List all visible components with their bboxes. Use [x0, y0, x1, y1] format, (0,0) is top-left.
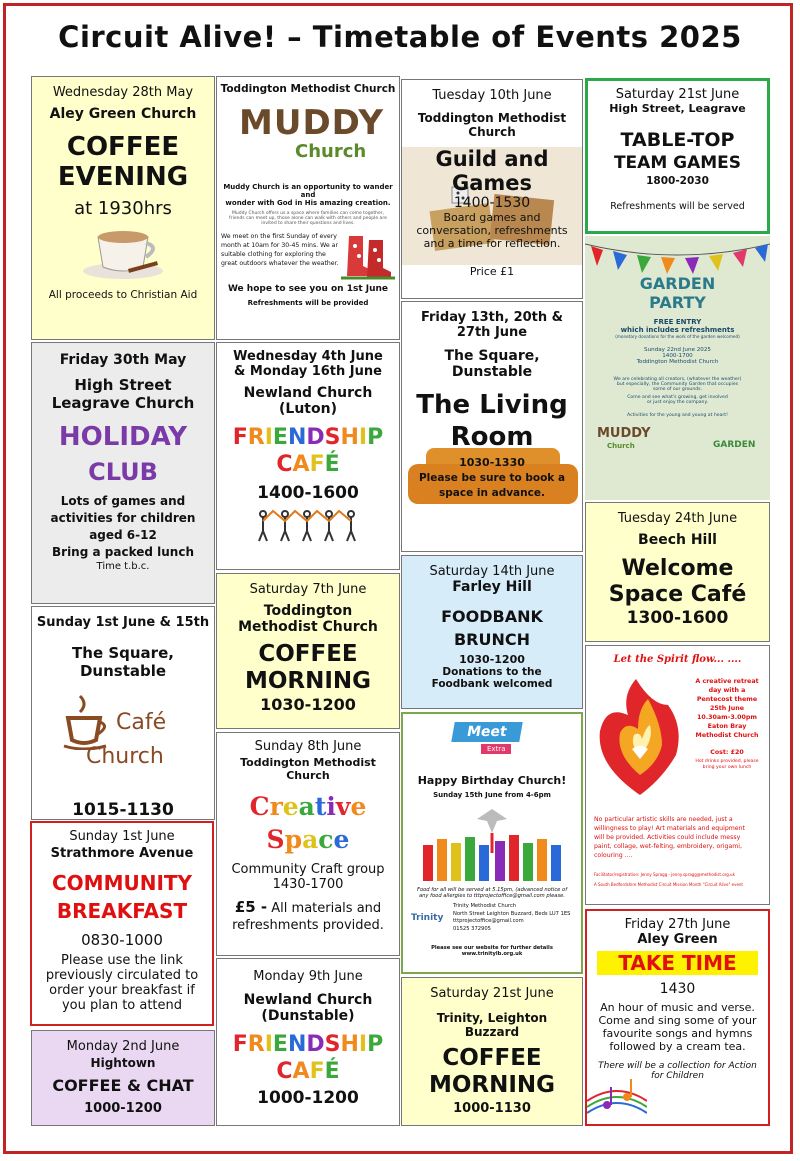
- event-title-1: COFFEE: [66, 132, 180, 162]
- event-detail: An hour of music and verse.: [600, 1001, 755, 1014]
- event-detail: aged 6-12: [89, 528, 157, 542]
- event-detail: month at 10am for 30-45 mins. We ar: [221, 242, 339, 249]
- event-detail: Toddington Methodist Church: [636, 359, 719, 365]
- event-venue: Hightown: [90, 1056, 156, 1070]
- event-community-breakfast: [30, 821, 214, 1026]
- event-title-1: TABLE-TOP: [620, 129, 735, 151]
- event-time: 1000-1200: [84, 1101, 162, 1116]
- music-notes-icon: [587, 1061, 647, 1125]
- event-muddy-church: [216, 76, 400, 340]
- event-title-1: Welcome: [621, 556, 734, 581]
- event-title-1: FRIENDSHIP: [232, 1032, 384, 1057]
- event-time: 1800-2030: [646, 175, 709, 187]
- event-detail: Please use the link: [61, 953, 183, 968]
- event-title-2: TEAM GAMES: [613, 153, 742, 173]
- bunting-icon: [585, 236, 770, 276]
- event-time: 1030-1200: [260, 695, 356, 714]
- coffee-cup-icon: [78, 219, 168, 281]
- event-coffee-evening: [31, 76, 215, 340]
- event-venue-1: Toddington Methodist: [417, 111, 567, 125]
- event-detail: Lots of games and: [60, 494, 186, 508]
- event-venue-1: Newland Church: [243, 385, 373, 401]
- page-title: Circuit Alive! – Timetable of Events 2025: [58, 20, 742, 54]
- event-title-2: Games: [451, 171, 533, 195]
- event-friendship-cafe-luton: [216, 342, 400, 570]
- event-detail: great outdoors whatever the weather.: [221, 260, 339, 267]
- logo-text-1: MUDDY: [239, 103, 385, 143]
- event-title: Happy Birthday Church!: [417, 774, 567, 787]
- event-detail: We meet on the first Sunday of every: [221, 233, 337, 240]
- event-detail: Please be sure to book a: [418, 472, 566, 484]
- event-coffee-morning-toddington: [216, 573, 400, 729]
- event-date: Saturday 21st June: [615, 87, 740, 102]
- event-detail: but especially, the Community Garden that occupies: [616, 382, 739, 387]
- retreat-detail: Hot drinks provided, please: [695, 759, 759, 764]
- event-venue: Aley Green: [637, 932, 718, 947]
- event-venue-2: Dunstable: [79, 662, 167, 680]
- event-guild-and-games: [401, 79, 583, 299]
- event-friendship-cafe-dunstable: [216, 958, 400, 1126]
- flame-heart-icon: [592, 675, 688, 799]
- event-detail: some of our grounds.: [652, 387, 703, 392]
- event-venue-1: The Square,: [72, 644, 174, 662]
- event-time: 1400-1600: [257, 483, 359, 503]
- event-time: 1015-1130: [72, 800, 174, 820]
- event-detail: wonder with God in His amazing creation.: [225, 199, 391, 207]
- event-time: 1400-1530: [453, 195, 531, 211]
- event-detail: Time t.b.c.: [96, 561, 150, 572]
- event-detail: Muddy Church offers us a space where families can come together,: [232, 211, 384, 216]
- logo-text-2: Church: [295, 141, 367, 162]
- retreat-heading: Let the Spirit flow... ....: [613, 654, 742, 665]
- event-venue-2: Dunstable: [451, 364, 533, 380]
- event-detail: A South Bedfordshire Methodist Circuit Mission Month "Circuit Alive" event: [594, 882, 744, 887]
- event-note: Refreshments will be served: [610, 201, 745, 212]
- event-venue-2: Buzzard: [464, 1025, 520, 1039]
- event-venue-1: High Street: [74, 376, 172, 394]
- event-date-2: & Monday 16th June: [234, 364, 382, 379]
- event-detail: which includes refreshments: [620, 326, 735, 334]
- event-title-1: COMMUNITY: [51, 871, 193, 895]
- event-detail: favourite songs and hymns: [602, 1027, 753, 1040]
- event-title-2: CAFÉ: [276, 1059, 340, 1084]
- event-detail: Come and sing some of your: [598, 1014, 757, 1027]
- event-venue-2: Methodist Church: [238, 619, 378, 635]
- event-title: TAKE TIME: [597, 951, 758, 975]
- event-date: Sunday 1st June & 15th: [36, 615, 210, 630]
- event-venue-1: Toddington: [263, 603, 353, 619]
- event-detail: willingness to play! Art materials and equipment: [594, 825, 745, 832]
- event-cafe-church: [31, 606, 215, 820]
- muddy-church-logo: [217, 103, 399, 173]
- retreat-detail: 25th June: [709, 705, 745, 712]
- event-title-1: COFFEE: [258, 641, 358, 667]
- retreat-cost: Cost: £20: [710, 749, 744, 756]
- event-date: Wednesday 28th May: [52, 85, 194, 100]
- event-creative-space: [216, 732, 400, 956]
- event-title-1: FRIENDSHIP: [232, 425, 384, 450]
- event-venue-1: Newland Church: [243, 992, 373, 1008]
- event-title-2: MORNING: [244, 668, 372, 694]
- org-phone: 01525 372905: [453, 925, 491, 932]
- event-venue: Farley Hill: [452, 579, 532, 595]
- logo-text-1: Café: [116, 710, 167, 735]
- event-time: 1030-1200: [459, 653, 525, 666]
- event-venue: High Street, Leagrave: [609, 102, 746, 115]
- event-detail: Donations to the: [442, 666, 542, 678]
- board-games-image: [402, 147, 582, 265]
- muddy-logo-text: MUDDY: [597, 426, 651, 441]
- event-date: Tuesday 24th June: [617, 511, 738, 526]
- retreat-detail: Pentecost theme: [696, 696, 758, 703]
- community-garden-logo: GARDEN: [713, 440, 756, 450]
- party-title-2: PARTY: [649, 293, 706, 312]
- event-table-top-games: [585, 78, 770, 234]
- event-detail: Price £1: [469, 265, 515, 278]
- event-detail: Facilitator/registration: Jenny Spragg - jenny.spragg@methodist.org.uk: [594, 872, 735, 877]
- party-title-1: GARDEN: [639, 274, 716, 293]
- event-detail: (monetary donations for the work of the garden welcomed): [615, 334, 740, 339]
- event-date: Saturday 14th June: [429, 564, 555, 579]
- event-detail: paint, collage, wet-felting, embroidery, origami,: [594, 843, 742, 850]
- event-detail: Board games and: [443, 211, 541, 224]
- retreat-detail: 10.30am-3.00pm: [697, 714, 757, 721]
- event-detail: previously circulated to: [45, 968, 199, 983]
- event-detail: 1400-1700: [662, 353, 693, 359]
- event-detail: Bring a packed lunch: [52, 545, 194, 559]
- event-date-2: 27th June: [456, 325, 528, 340]
- event-time: 0830-1000: [81, 931, 163, 949]
- event-detail: Activities for the young and young at heart!: [627, 413, 728, 418]
- retreat-detail: day with a: [708, 687, 746, 694]
- event-title-2: Room: [450, 422, 534, 452]
- event-date-1: Wednesday 4th June: [233, 349, 383, 364]
- event-price: £5 -: [234, 898, 268, 916]
- event-venue-2: Church: [468, 125, 516, 139]
- event-title-1: Guild and: [435, 147, 549, 171]
- event-title-1: COFFEE: [442, 1045, 542, 1071]
- event-venue-2: Church: [286, 769, 330, 782]
- event-time: 1000-1130: [453, 1101, 531, 1116]
- event-venue-2: Leagrave Church: [51, 394, 195, 412]
- coffee-cup-icon: [62, 694, 112, 750]
- event-title-2: EVENING: [57, 162, 189, 192]
- event-time: Sunday 15th June from 4-6pm: [433, 791, 551, 799]
- event-date: Sunday 8th June: [254, 739, 362, 754]
- event-title-2: BRUNCH: [453, 630, 531, 649]
- event-time: 1030-1330: [459, 456, 525, 469]
- event-detail: order your breakfast if: [49, 983, 195, 998]
- event-note: All proceeds to Christian Aid: [48, 289, 198, 301]
- event-venue-2: (Luton): [279, 401, 337, 417]
- event-venue-1: Trinity, Leighton: [436, 1011, 548, 1025]
- event-title-2: BREAKFAST: [56, 899, 188, 923]
- event-detail: any food allergies to tttprojectoffice@gmail.com please.: [418, 893, 566, 899]
- retreat-detail: A creative retreat: [695, 678, 759, 685]
- event-detail: Refreshments will be provided: [247, 299, 369, 307]
- event-garden-party: [585, 236, 770, 500]
- event-detail: suitable clothing for exploring the: [221, 251, 326, 258]
- event-detail: space in advance.: [439, 487, 545, 499]
- event-foodbank-brunch: [401, 555, 583, 709]
- event-detail: activities for children: [50, 511, 196, 525]
- sofa-area: [402, 422, 582, 508]
- event-detail: for Children: [651, 1071, 704, 1081]
- raised-hands-icon: [417, 805, 567, 881]
- event-detail: Foodbank welcomed: [431, 678, 553, 690]
- event-welcome-space-cafe: [585, 502, 770, 642]
- event-coffee-chat: [31, 1030, 215, 1126]
- event-date: Sunday 1st June: [69, 829, 175, 844]
- event-detail: will be provided. Activities could include messy: [594, 834, 741, 841]
- event-detail: FREE ENTRY: [653, 318, 702, 326]
- cafe-church-logo: [32, 686, 214, 786]
- event-coffee-morning-trinity: [401, 977, 583, 1126]
- event-title-1: FOODBANK: [441, 607, 543, 626]
- event-detail: you plan to attend: [61, 998, 183, 1013]
- event-detail: No particular artistic skills are needed, just a: [594, 816, 733, 823]
- event-detail: Food for all will be served at 5.15pm, (advanced notice of: [416, 887, 568, 893]
- event-detail: All materials and: [267, 901, 382, 916]
- event-title-2: CLUB: [88, 458, 158, 486]
- event-detail: followed by a cream tea.: [609, 1040, 746, 1053]
- event-detail: and a time for reflection.: [423, 237, 561, 250]
- event-detail: refreshments provided.: [232, 918, 384, 933]
- event-detail: Community Craft group: [231, 862, 385, 877]
- event-venue: Aley Green Church: [49, 106, 197, 122]
- event-date: Monday 2nd June: [66, 1039, 180, 1054]
- event-take-time: [585, 909, 770, 1126]
- event-time: 1300-1600: [626, 608, 729, 628]
- event-date-1: Friday 13th, 20th &: [420, 310, 564, 325]
- retreat-detail: bring your own lunch: [702, 765, 752, 770]
- event-detail: We hope to see you on 1st June: [227, 284, 389, 294]
- event-detail: There will be a collection for Action: [598, 1061, 757, 1071]
- wellington-boots-icon: [341, 232, 395, 280]
- event-detail: or just enjoy the company.: [647, 400, 708, 405]
- event-time: 1430: [659, 981, 696, 997]
- event-detail: Sunday 22nd June 2025: [644, 347, 711, 353]
- event-title: COFFEE & CHAT: [52, 1076, 194, 1095]
- event-date: Tuesday 10th June: [432, 88, 552, 103]
- muddy-logo-subtext: Church: [607, 442, 635, 450]
- event-venue: Beech Hill: [638, 532, 717, 548]
- org-name: Trinity Methodist Church: [453, 903, 517, 909]
- event-let-the-spirit-flow: [585, 645, 770, 905]
- event-title-1: The Living: [416, 390, 568, 420]
- people-holding-hands-icon: [253, 509, 363, 543]
- logo-text-2: Space: [266, 825, 350, 854]
- banner-subtext: Extra: [481, 744, 511, 754]
- event-title-1: HOLIDAY: [58, 422, 188, 452]
- event-venue-1: Toddington Methodist: [240, 756, 376, 769]
- logo-text-1: Creative: [249, 792, 367, 821]
- event-detail: 1430-1700: [272, 877, 344, 892]
- org-address: North Street Leighton Buzzard, Beds LU7 1ES: [453, 910, 571, 917]
- event-date: Monday 9th June: [253, 969, 363, 984]
- event-date: Friday 30th May: [59, 352, 187, 368]
- logo-text-2: Church: [86, 744, 164, 769]
- meet-extra-banner: [403, 720, 581, 764]
- event-detail: We are celebrating all creators, (whatever the weather): [613, 377, 742, 382]
- event-living-room: [401, 301, 583, 552]
- org-email: tttprojectoffice@gmail.com: [453, 918, 524, 924]
- event-time: at 1930hrs: [74, 198, 172, 219]
- event-venue: Strathmore Avenue: [50, 846, 194, 861]
- trinity-logo: Trinity: [411, 913, 444, 923]
- event-detail: invited to share their questions and lives.: [261, 221, 355, 226]
- event-detail: friends can meet up, those alone can walk with others and people are: [229, 216, 387, 221]
- event-title-2: Space Café: [608, 582, 747, 607]
- retreat-detail: Methodist Church: [695, 732, 759, 739]
- event-detail: Come and see what's growing, get involved: [627, 395, 728, 400]
- event-detail: conversation, refreshments: [416, 224, 568, 237]
- banner-text: Meet: [451, 722, 522, 742]
- event-title-2: CAFÉ: [276, 452, 340, 477]
- event-title-2: MORNING: [428, 1072, 556, 1098]
- event-date: Friday 27th June: [624, 917, 731, 932]
- event-detail: colouring ....: [594, 852, 633, 859]
- event-header: Toddington Methodist Church: [220, 83, 396, 95]
- event-happy-birthday-church: [401, 712, 583, 974]
- event-time: 1000-1200: [257, 1088, 359, 1108]
- event-venue-2: (Dunstable): [261, 1008, 355, 1024]
- event-venue-1: The Square,: [444, 348, 540, 364]
- event-detail: Muddy Church is an opportunity to wander and: [223, 183, 393, 199]
- event-date: Saturday 7th June: [249, 582, 367, 597]
- retreat-detail: Eaton Bray: [707, 723, 747, 730]
- org-website: Please see our website for further details www.trinitylb.org.uk: [431, 945, 553, 957]
- event-date: Saturday 21st June: [430, 986, 554, 1001]
- event-holiday-club: [31, 342, 215, 604]
